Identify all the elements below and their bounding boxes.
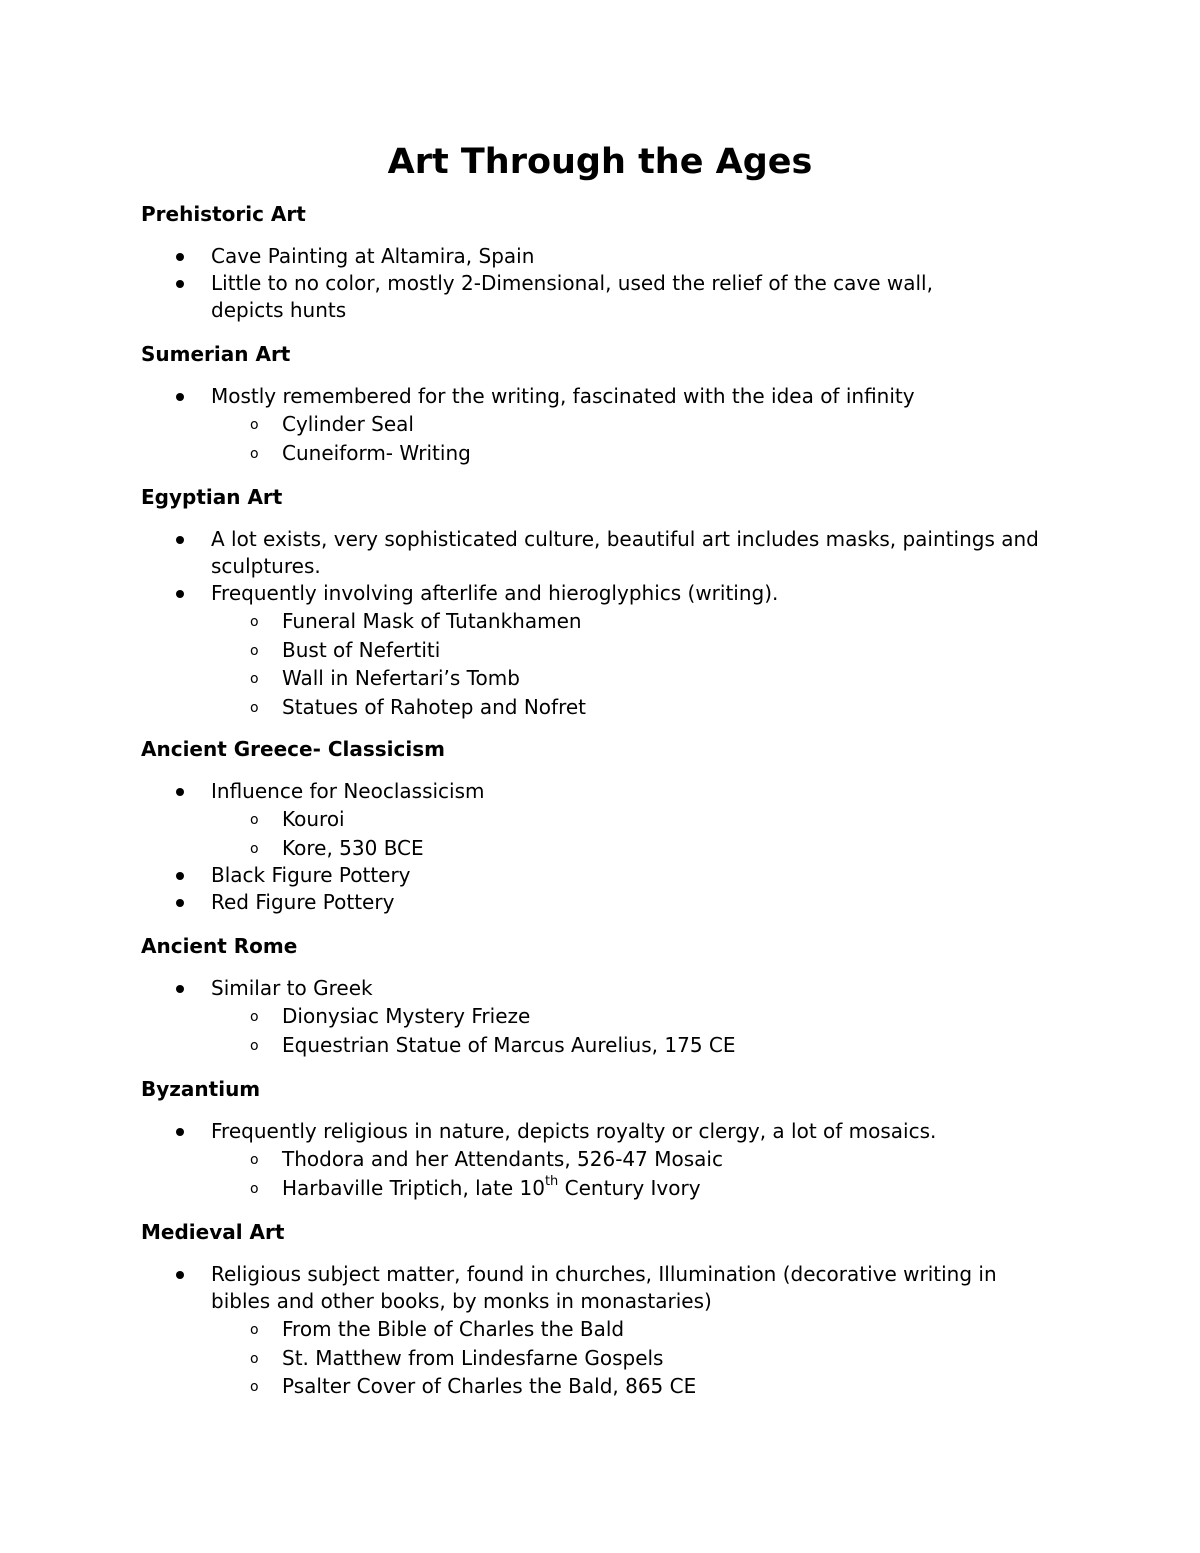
bullet-icon	[176, 536, 184, 544]
section-heading: Medieval Art	[141, 1220, 285, 1244]
sub-list	[0, 410, 1200, 467]
section-heading: Sumerian Art	[141, 342, 291, 366]
list-item	[0, 383, 1200, 467]
bullet-text: Black Figure Pottery	[211, 863, 411, 887]
sub-list	[0, 1145, 1200, 1202]
bullet-text: Mostly remembered for the writing, fascinated with the idea of infinity	[211, 384, 915, 408]
sub-list-item	[0, 410, 1200, 439]
list-item	[0, 243, 1200, 270]
sub-bullet-icon: o	[250, 1379, 259, 1395]
bullet-icon	[176, 393, 184, 401]
bullet-list	[0, 975, 1200, 1059]
list-item	[0, 975, 1200, 1059]
bullet-text: Influence for Neoclassicism	[211, 779, 485, 803]
bullet-icon	[176, 590, 184, 598]
bullet-text: Similar to Greek	[211, 976, 373, 1000]
sub-bullet-icon: o	[250, 840, 259, 857]
sub-item-text: Bust of Nefertiti	[282, 637, 441, 662]
sub-bullet-icon: o	[250, 1180, 259, 1197]
list-item	[0, 862, 1200, 889]
bullet-list	[0, 243, 1200, 324]
bullet-text: A lot exists, very sophisticated culture, beautiful art includes masks, paintings and sculptures.	[211, 527, 1039, 578]
bullet-list	[0, 526, 1200, 721]
sub-item-text: Kouroi	[282, 807, 345, 831]
sub-item-text: Equestrian Statue of Marcus Aurelius, 175 CE	[282, 1032, 736, 1057]
sub-item-text: Cuneiform- Writing	[282, 440, 471, 465]
bullet-text: Frequently involving afterlife and hieroglyphics (writing).	[211, 581, 779, 605]
list-item	[0, 889, 1200, 916]
sub-list	[0, 1002, 1200, 1059]
bullet-icon	[176, 899, 184, 907]
sub-list-item	[0, 693, 1200, 722]
sub-list-item	[0, 1344, 1200, 1373]
sub-list-item	[0, 1372, 1200, 1401]
sub-list-item	[0, 1145, 1200, 1174]
section-heading: Byzantium	[141, 1077, 261, 1101]
sub-list-item	[0, 834, 1200, 863]
bullet-icon	[176, 788, 184, 796]
sub-bullet-icon: o	[250, 445, 259, 462]
section-heading: Egyptian Art	[141, 485, 283, 509]
sub-item-text: Kore, 530 BCE	[282, 835, 424, 860]
sub-item-text: Psalter Cover of Charles the Bald, 865 CE	[282, 1374, 697, 1398]
sub-item-text: Wall in Nefertari’s Tomb	[282, 666, 520, 690]
superscript: th	[544, 1173, 559, 1189]
sub-bullet-icon: o	[250, 699, 259, 716]
sub-list-item	[0, 805, 1200, 834]
sub-bullet-icon: o	[250, 1152, 259, 1168]
bullet-list	[0, 1261, 1200, 1401]
bullet-text: Little to no color, mostly 2-Dimensional, used the relief of the cave wall, depicts hunts	[211, 271, 933, 322]
sub-bullet-icon: o	[250, 671, 259, 687]
sub-item-text: Dionysiac Mystery Frieze	[282, 1004, 531, 1028]
section-heading: Ancient Greece- Classicism	[141, 737, 445, 761]
bullet-icon	[176, 1271, 184, 1279]
list-item	[0, 778, 1200, 862]
sub-list-item	[0, 1315, 1200, 1344]
sub-list-item	[0, 439, 1200, 468]
sub-bullet-icon: o	[250, 1322, 259, 1338]
sub-list-item	[0, 636, 1200, 665]
bullet-icon	[176, 253, 184, 261]
sub-bullet-icon: o	[250, 642, 259, 659]
bullet-text: Cave Painting at Altamira, Spain	[211, 244, 535, 268]
sub-list-item	[0, 664, 1200, 693]
bullet-list	[0, 1118, 1200, 1202]
list-item	[0, 580, 1200, 721]
list-item	[0, 1261, 1200, 1401]
bullet-text: Red Figure Pottery	[211, 890, 395, 914]
sub-bullet-icon: o	[250, 1009, 259, 1025]
document-title: Art Through the Ages	[387, 142, 813, 182]
bullet-icon	[176, 280, 184, 288]
sub-list-item	[0, 1174, 1200, 1203]
sub-list-item	[0, 607, 1200, 636]
sub-list	[0, 607, 1200, 721]
bullet-text: Religious subject matter, found in churches, Illumination (decorative writing in bibles and other books, by monks in monastaries)	[211, 1262, 997, 1313]
sub-bullet-icon: o	[250, 812, 259, 828]
bullet-list	[0, 778, 1200, 916]
bullet-list	[0, 383, 1200, 467]
bullet-icon	[176, 872, 184, 880]
bullet-text: Frequently religious in nature, depicts royalty or clergy, a lot of mosaics.	[211, 1119, 937, 1143]
list-item	[0, 526, 1200, 580]
bullet-icon	[176, 1128, 184, 1136]
sub-bullet-icon: o	[250, 614, 259, 630]
sub-list-item	[0, 1002, 1200, 1031]
bullet-icon	[176, 985, 184, 993]
sub-item-text: Cylinder Seal	[282, 412, 414, 436]
sub-bullet-icon: o	[250, 417, 259, 433]
section-heading: Ancient Rome	[141, 934, 298, 958]
sub-item-text: Statues of Rahotep and Nofret	[282, 694, 587, 719]
sub-bullet-icon: o	[250, 1350, 259, 1367]
sub-item-text: From the Bible of Charles the Bald	[282, 1317, 625, 1341]
list-item	[0, 270, 1200, 324]
sub-item-text: Thodora and her Attendants, 526-47 Mosaic	[282, 1147, 723, 1171]
sub-item-text: Funeral Mask of Tutankhamen	[282, 609, 582, 633]
sub-bullet-icon: o	[250, 1037, 259, 1054]
section-heading: Prehistoric Art	[141, 202, 306, 226]
sub-list-item	[0, 1031, 1200, 1060]
sub-list	[0, 1315, 1200, 1401]
sub-list	[0, 805, 1200, 862]
list-item	[0, 1118, 1200, 1202]
sub-item-text: Harbaville Triptich, late 10th Century Ivory	[282, 1173, 701, 1200]
sub-item-text: St. Matthew from Lindesfarne Gospels	[282, 1345, 664, 1370]
